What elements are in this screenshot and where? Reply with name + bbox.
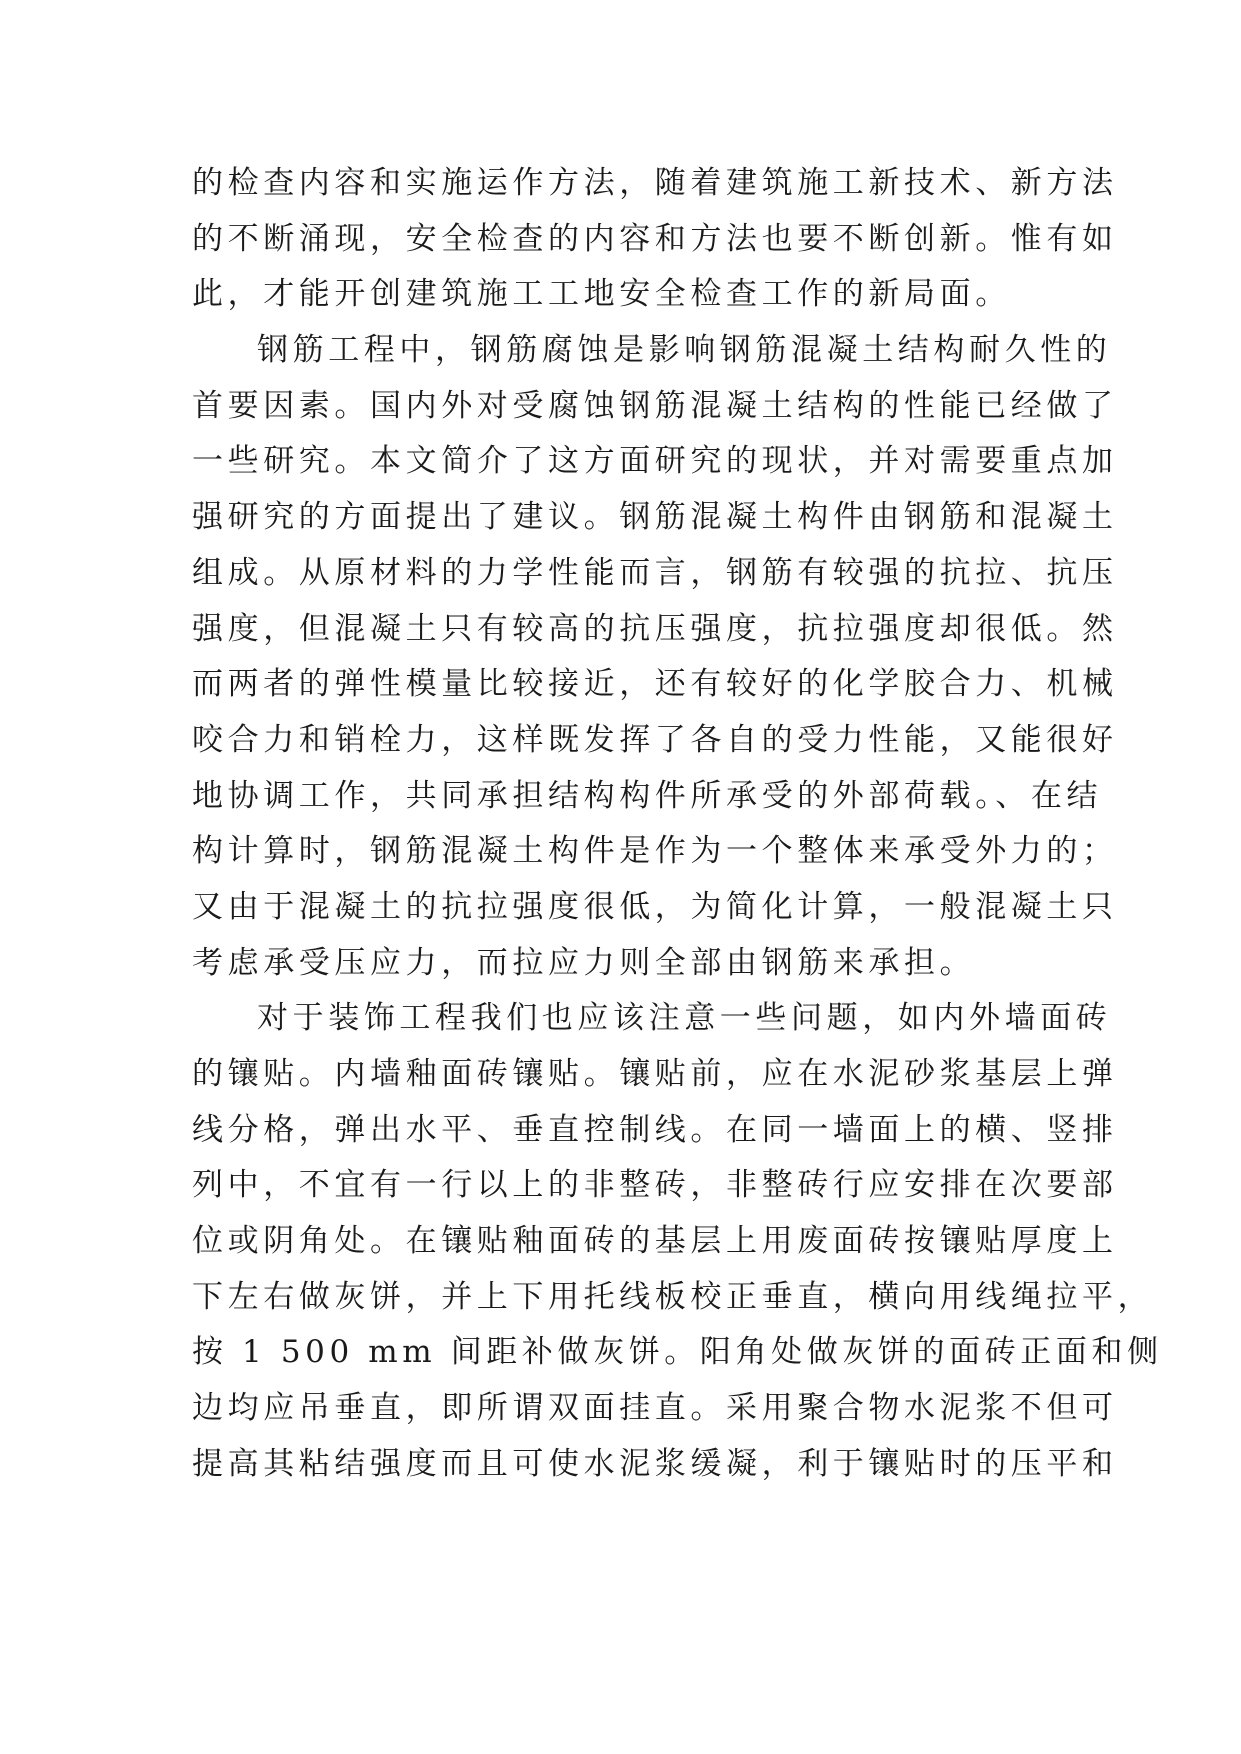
text-line: 此，才能开创建筑施工工地安全检查工作的新局面。 (192, 276, 1011, 313)
text-line: 的检查内容和实施运作方法，随着建筑施工新技术、新方法 (192, 165, 1118, 201)
text-line: 边均应吊垂直，即所谓双面挂直。采用聚合物水泥浆不但可 (192, 1390, 1118, 1427)
text-line: 线分格，弹出水平、垂直控制线。在同一墙面上的横、竖排 (192, 1111, 1118, 1148)
text-line: 首要因素。国内外对受腐蚀钢筋混凝土结构的性能已经做了 (192, 387, 1118, 424)
text-line: 按 1 500 mm 间距补做灰饼。阳角处做灰饼的面砖正面和侧 (192, 1334, 1163, 1371)
text-line: 咬合力和销栓力，这样既发挥了各自的受力性能，又能很好 (192, 721, 1118, 758)
text-line: 而两者的弹性模量比较接近，还有较好的化学胶合力、机械 (192, 666, 1118, 703)
text-line: 地协调工作，共同承担结构构件所承受的外部荷载。、在结 (192, 777, 1103, 814)
text-line: 钢筋工程中，钢筋腐蚀是影响钢筋混凝土结构耐久性的 (257, 332, 1112, 369)
text-line: 的镶贴。内墙釉面砖镶贴。镶贴前，应在水泥砂浆基层上弹 (192, 1056, 1118, 1092)
document-body (192, 156, 1163, 1493)
paragraph-decoration-tiling (192, 991, 1163, 1492)
text-line: 强研究的方面提出了建议。钢筋混凝土构件由钢筋和混凝土 (192, 499, 1118, 536)
paragraph-safety-inspection (192, 156, 1118, 323)
text-line: 强度，但混凝土只有较高的抗压强度，抗拉强度却很低。然 (192, 610, 1118, 647)
paragraph-rebar-engineering (192, 323, 1118, 991)
text-line: 一些研究。本文简介了这方面研究的现状，并对需要重点加 (192, 443, 1118, 480)
text-line: 又由于混凝土的抗拉强度很低，为简化计算，一般混凝土只 (192, 888, 1118, 925)
text-line: 的不断涌现，安全检查的内容和方法也要不断创新。惟有如 (192, 220, 1118, 257)
text-line: 考虑承受压应力，而拉应力则全部由钢筋来承担。 (192, 944, 976, 981)
text-line: 位或阴角处。在镶贴釉面砖的基层上用废面砖按镶贴厚度上 (192, 1223, 1118, 1260)
text-line: 列中，不宜有一行以上的非整砖，非整砖行应安排在次要部 (192, 1167, 1118, 1204)
text-line: 下左右做灰饼，并上下用托线板校正垂直，横向用线绳拉平， (192, 1278, 1154, 1315)
text-line: 构计算时，钢筋混凝土构件是作为一个整体来承受外力的； (192, 833, 1118, 870)
text-line: 对于装饰工程我们也应该注意一些问题，如内外墙面砖 (257, 1000, 1112, 1037)
text-line: 组成。从原材料的力学性能而言，钢筋有较强的抗拉、抗压 (192, 554, 1118, 591)
text-line: 提高其粘结强度而且可使水泥浆缓凝，利于镶贴时的压平和 (192, 1445, 1118, 1482)
